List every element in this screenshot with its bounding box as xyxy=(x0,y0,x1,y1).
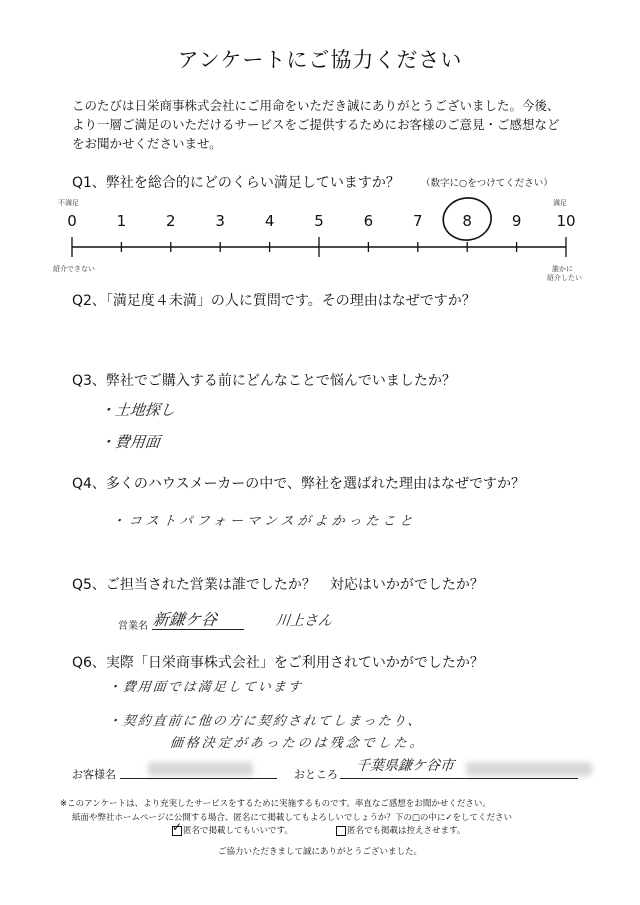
q1-left-label: 不満足 xyxy=(58,199,79,207)
q4-question: Q4、多くのハウスメーカーの中で、弊社を選ばれた理由はなぜですか？ xyxy=(72,476,525,492)
intro-line-1: このたびは日栄商事株式会社にご用命をいただき誠にありがとうございました。今後、 xyxy=(72,98,560,113)
address-value: 千葉県鎌ケ谷市 xyxy=(355,758,455,774)
q5-underline xyxy=(152,629,244,630)
q5-sales-label: 営業名 xyxy=(118,621,148,632)
intro-line-3: をお聞かせくださいませ。 xyxy=(72,136,222,151)
q1-scale-number-2[interactable]: 2 xyxy=(166,212,176,230)
thanks-message: ご協力いただきまして誠にありがとうございました。 xyxy=(217,847,422,857)
q2-question: Q2、「満足度４未満」の人に質問です。その理由はなぜですか？ xyxy=(72,293,476,309)
option-anonymous-ok xyxy=(172,819,293,836)
q1-scale-number-5[interactable]: 5 xyxy=(314,212,324,230)
q1-scale-number-3[interactable]: 3 xyxy=(215,212,225,230)
address-label: おところ xyxy=(294,768,338,781)
q1-scale-number-0[interactable]: 0 xyxy=(67,212,77,230)
q1-bottom-left-label: 紹介できない xyxy=(53,265,95,273)
q1-right-label: 満足 xyxy=(553,199,567,207)
customer-name-underline xyxy=(120,778,277,779)
q1-scale-number-4[interactable]: 4 xyxy=(264,212,275,230)
q4-answer: ・コストパフォーマンスがよかったこと xyxy=(111,514,418,529)
q6-answer-1: ・費用面では満足しています xyxy=(107,680,304,695)
option-anonymous-decline-checkbox[interactable] xyxy=(336,826,346,836)
intro-line-2: より一層ご満足のいただけるサービスをご提供するためにお客様のご意見・ご感想など xyxy=(72,117,560,132)
q1-scale-number-1[interactable]: 1 xyxy=(116,212,127,230)
q1-selected-circle xyxy=(441,195,494,243)
option-anonymous-decline-label: 匿名でも掲載は控えさせます。 xyxy=(347,826,466,836)
q1-scale-number-10[interactable]: 10 xyxy=(556,212,576,230)
q1-bottom-right-label-1: 誰かに xyxy=(552,265,573,273)
q6-answer-2b: 価格決定があったのは残念でした。 xyxy=(169,736,427,751)
q3-answer-1: ・土地探し xyxy=(99,401,176,419)
q1-scale-number-9[interactable]: 9 xyxy=(511,212,522,230)
address-underline xyxy=(340,778,578,779)
q1-question: Q1、弊社を総合的にどのくらい満足していますか？ xyxy=(72,175,400,191)
q5-store-name: 新鎌ケ谷 xyxy=(151,610,218,629)
q3-answer-2: ・費用面 xyxy=(99,433,161,451)
q1-scale-number-7[interactable]: 7 xyxy=(413,212,423,230)
q6-question: Q6、実際「日栄商事株式会社」をご利用されていかがでしたか？ xyxy=(72,655,484,671)
q1-scale-number-6[interactable]: 6 xyxy=(363,212,374,230)
footer-note-2: 紙面や弊社ホームページに公開する場合、匿名にて掲載してもよろしいでしょうか？下の□の中に✓をしてください xyxy=(72,813,512,823)
option-anonymous-decline xyxy=(336,824,465,836)
q5-question: Q5、ご担当された営業は誰でしたか？ 対応はいかがでしたか？ xyxy=(72,577,484,593)
option-anonymous-ok-label: 匿名で掲載してもいいです。 xyxy=(183,826,293,836)
option-anonymous-ok-checkbox[interactable]: ✓ xyxy=(172,819,183,834)
survey-title: アンケートにご協力ください xyxy=(177,48,463,72)
customer-name-redacted xyxy=(148,762,253,776)
q5-person-name: 川上さん xyxy=(275,613,333,629)
q3-question: Q3、弊社でご購入する前にどんなことで悩んでいましたか？ xyxy=(72,373,456,389)
customer-name-label: お客様名 xyxy=(72,768,116,781)
q1-scale-number-8[interactable]: 8 xyxy=(462,212,472,230)
footer-note-1: ※このアンケートは、より充実したサービスをするために実施するものです。率直なご感想をお聞かせください。 xyxy=(60,799,491,809)
q6-answer-2a: ・契約直前に他の方に契約されてしまったり、 xyxy=(107,714,424,729)
q1-note: （数字に○をつけてください） xyxy=(421,178,553,189)
q1-bottom-right-label-2: 紹介したい xyxy=(547,274,582,282)
address-redacted xyxy=(466,762,592,776)
